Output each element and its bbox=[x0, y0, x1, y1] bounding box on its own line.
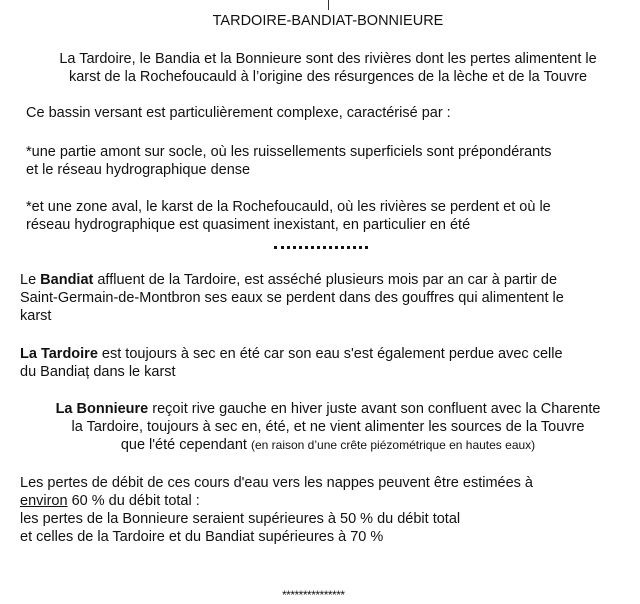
losses-line-2: environ 60 % du débit total : bbox=[20, 493, 200, 509]
text-cursor bbox=[328, 0, 329, 10]
upstream-paragraph bbox=[26, 143, 552, 179]
downstream-paragraph bbox=[26, 198, 551, 234]
basin-paragraph: Ce bassin versant est particulièrement complexe, caractérisé par : bbox=[26, 105, 451, 121]
bandiat-line-2: Saint-Germain-de-Montbron ses eaux se perdent dans des gouffres qui alimentent le bbox=[20, 290, 564, 306]
tardoire-line-2: du Bandiaț dans le karst bbox=[20, 364, 176, 380]
upstream-line-1: *une partie amont sur socle, où les ruissellements superficiels sont prépondérants bbox=[26, 144, 552, 160]
page-title: TARDOIRE-BANDIAT-BONNIEURE bbox=[212, 13, 444, 29]
bonnieure-line-2: la Tardoire, toujours à sec en, été, et ne vient alimenter les sources de la Touvre bbox=[71, 419, 585, 435]
losses-line-4: et celles de la Tardoire et du Bandiat supérieures à 70 % bbox=[20, 529, 384, 545]
dotted-separator bbox=[274, 246, 368, 249]
losses-line-3: les pertes de la Bonnieure seraient supérieures à 50 % du débit total bbox=[20, 511, 461, 527]
bandiat-line-3: karst bbox=[20, 308, 52, 324]
bandiat-line-1: Le Bandiat affluent de la Tardoire, est asséché plusieurs mois par an car à partir de bbox=[20, 272, 558, 288]
bandiat-name: Bandiat bbox=[40, 272, 94, 288]
intro-paragraph bbox=[0, 50, 640, 86]
tardoire-paragraph bbox=[20, 345, 563, 381]
losses-line-1: Les pertes de débit de ces cours d'eau vers les nappes peuvent être estimées à bbox=[20, 475, 533, 491]
environ-word: environ bbox=[20, 493, 68, 509]
bonnieure-line-1: La Bonnieure reçoit rive gauche en hiver juste avant son confluent avec la Charente bbox=[55, 401, 601, 417]
bonnieure-note: (en raison d’une crête piézométrique en hautes eaux) bbox=[250, 438, 536, 452]
tardoire-name: La Tardoire bbox=[20, 346, 98, 362]
downstream-line-2: réseau hydrographique est quasiment inexistant, en particulier en été bbox=[26, 217, 471, 233]
bonnieure-paragraph bbox=[0, 400, 640, 454]
bonnieure-name: La Bonnieure bbox=[55, 401, 149, 417]
footer-stars: *************** bbox=[282, 588, 345, 602]
intro-line-2: karst de la Rochefoucauld à l’origine des résurgences de la lèche et de la Touvre bbox=[68, 69, 588, 85]
losses-paragraph bbox=[20, 474, 533, 546]
intro-line-1: La Tardoire, le Bandia et la Bonnieure sont des rivières dont les pertes alimentent le bbox=[59, 51, 597, 67]
upstream-line-2: et le réseau hydrographique dense bbox=[26, 162, 251, 178]
bandiat-paragraph bbox=[20, 271, 564, 325]
tardoire-line-1: La Tardoire est toujours à sec en été car son eau s'est également perdue avec celle bbox=[20, 346, 563, 362]
downstream-line-1: *et une zone aval, le karst de la Rochefoucauld, où les rivières se perdent et où le bbox=[26, 199, 551, 215]
bonnieure-line-3: que l'été cependant (en raison d’une crête piézométrique en hautes eaux) bbox=[120, 437, 536, 453]
